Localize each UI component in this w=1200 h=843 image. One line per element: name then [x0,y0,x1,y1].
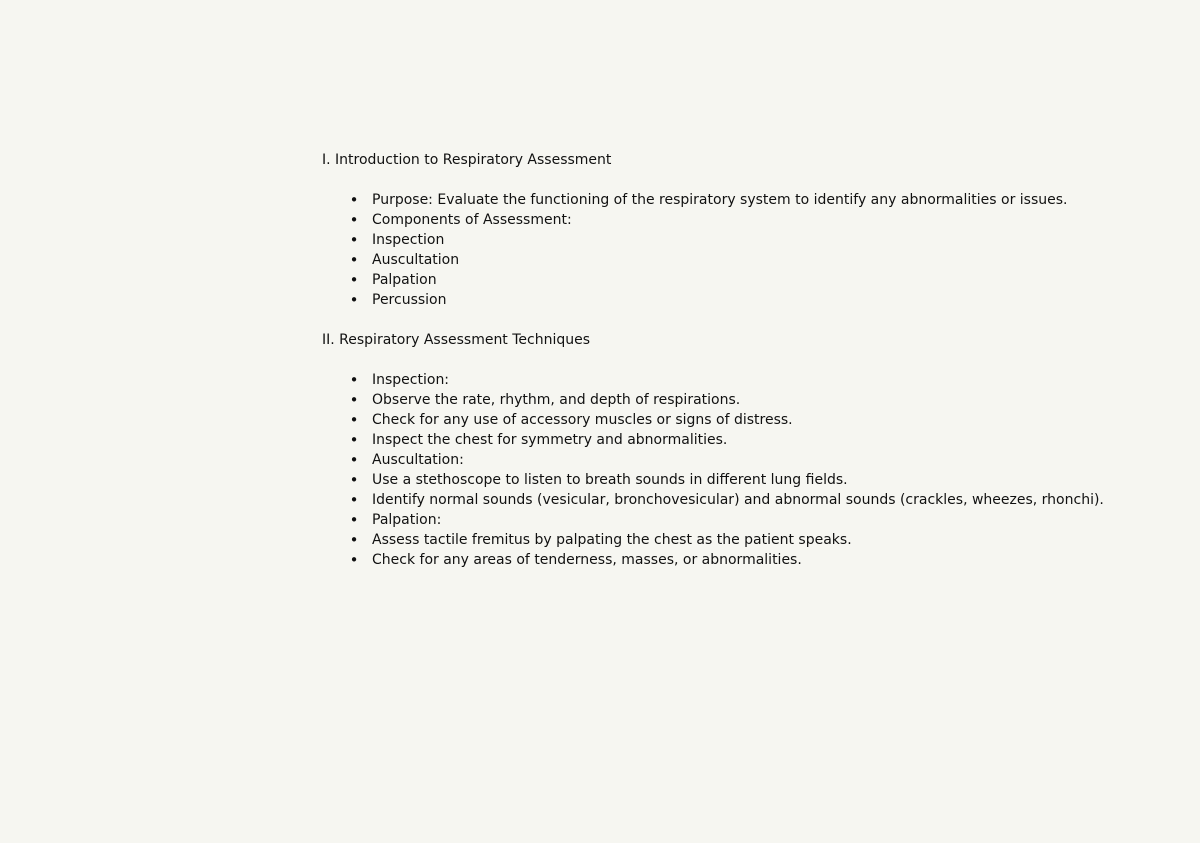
list-item [322,530,1182,550]
bullet-icon: • [349,531,359,549]
list-item [322,230,1182,250]
list-item [322,290,1182,310]
bullet-icon: • [349,511,359,529]
list-item [322,270,1182,290]
bullet-icon: • [349,291,359,309]
list-item-text: Inspect the chest for symmetry and abnormalities. [372,432,728,448]
list-item-text: Observe the rate, rhythm, and depth of respirations. [372,392,741,408]
list-item [322,550,1182,570]
bullet-icon: • [349,391,359,409]
bullet-icon: • [349,211,359,229]
bullet-icon: • [349,371,359,389]
bullet-list [322,190,1182,310]
bullet-icon: • [349,491,359,509]
list-item [322,450,1182,470]
list-item-text: Palpation [372,272,437,288]
bullet-icon: • [349,271,359,289]
section-title: II. Respiratory Assessment Techniques [322,332,591,348]
list-item [322,370,1182,390]
section-title: I. Introduction to Respiratory Assessment [322,152,612,168]
document-page [322,150,1182,590]
bullet-icon: • [349,551,359,569]
list-item [322,190,1182,210]
list-item [322,250,1182,270]
list-item [322,390,1182,410]
list-item-text: Assess tactile fremitus by palpating the chest as the patient speaks. [372,532,852,548]
bullet-list [322,370,1182,570]
list-item [322,430,1182,450]
list-item-text: Auscultation: [372,452,464,468]
bullet-icon: • [349,451,359,469]
bullet-icon: • [349,411,359,429]
list-item-text: Palpation: [372,512,442,528]
list-item-text: Auscultation [372,252,460,268]
list-item-text: Use a stethoscope to listen to breath sounds in different lung fields. [372,472,848,488]
list-item [322,510,1182,530]
list-item-text: Inspection: [372,372,450,388]
list-item-text: Inspection [372,232,445,248]
list-item [322,410,1182,430]
list-item-text: Check for any use of accessory muscles or signs of distress. [372,412,793,428]
list-item-text: Purpose: Evaluate the functioning of the respiratory system to identify any abnormalities or issues. [372,192,1068,208]
bullet-icon: • [349,431,359,449]
list-item [322,210,1182,230]
bullet-icon: • [349,191,359,209]
list-item [322,490,1182,510]
list-item-text: Check for any areas of tenderness, masses, or abnormalities. [372,552,802,568]
bullet-icon: • [349,231,359,249]
list-item-text: Identify normal sounds (vesicular, bronchovesicular) and abnormal sounds (crackles, wheezes, rhonchi). [372,492,1104,508]
list-item [322,470,1182,490]
list-item-text: Components of Assessment: [372,212,572,228]
bullet-icon: • [349,251,359,269]
list-item-text: Percussion [372,292,447,308]
bullet-icon: • [349,471,359,489]
